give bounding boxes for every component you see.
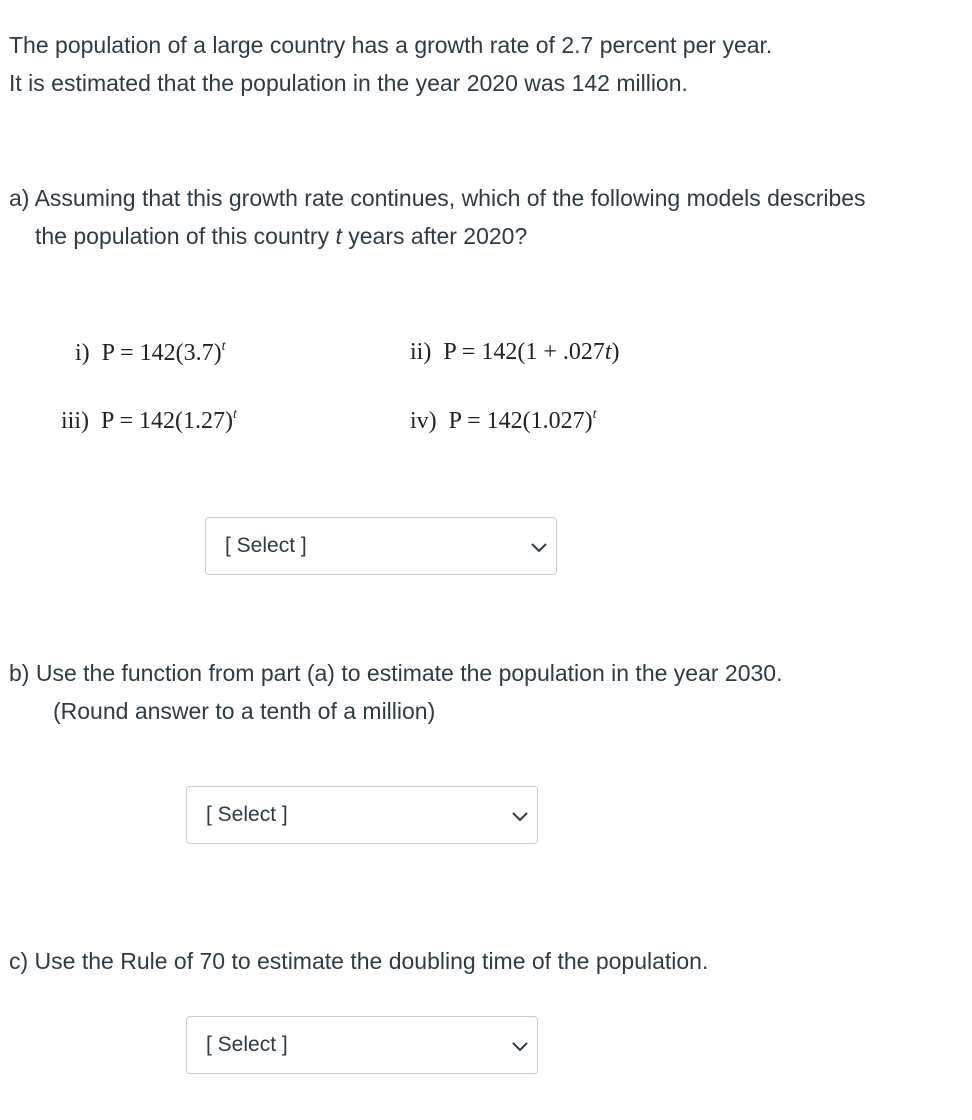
question-a-variable: t (335, 223, 342, 249)
option-i-exponent: t (221, 339, 226, 354)
option-i-expr: P = 142(3.7) (101, 340, 222, 366)
option-ii-label: ii) (410, 339, 432, 365)
answer-b-select[interactable] (186, 786, 538, 844)
intro-line-2: It is estimated that the population in the year 2020 was 142 million. (9, 70, 688, 96)
option-iii-label: iii) (61, 408, 89, 434)
option-i-label: i) (75, 340, 90, 366)
question-c-line-1: c) Use the Rule of 70 to estimate the doubling time of the population. (9, 948, 709, 974)
answer-a-select[interactable] (205, 517, 557, 575)
option-ii-expr: P = 142(1 + .027 (443, 339, 605, 365)
problem-intro (9, 26, 772, 102)
question-a-line-2-prefix: the population of this country (35, 223, 336, 249)
chevron-down-icon (530, 538, 548, 556)
option-iv-label: iv) (410, 408, 437, 434)
chevron-down-icon (511, 807, 529, 825)
intro-line-1: The population of a large country has a growth rate of 2.7 percent per year. (9, 32, 773, 58)
option-iv-expr: P = 142(1.027) (448, 408, 593, 434)
option-iv-exponent: t (592, 407, 597, 422)
question-a-line-2 (9, 217, 866, 255)
option-iii (61, 407, 237, 435)
option-iii-expr: P = 142(1.27) (101, 408, 233, 434)
question-b-line-1: b) Use the function from part (a) to estimate the population in the year 2030. (9, 660, 783, 686)
question-b-line-2: (Round answer to a tenth of a million) (53, 698, 436, 724)
answer-b-select-value: [ Select ] (206, 803, 288, 826)
option-ii-variable: t (604, 339, 612, 365)
question-a-line-1: a) Assuming that this growth rate continues, which of the following models describes (9, 185, 866, 211)
option-iv (410, 407, 597, 435)
answer-c-select-value: [ Select ] (206, 1033, 288, 1056)
answer-a-select-value: [ Select ] (225, 534, 307, 557)
option-ii-close: ) (611, 339, 620, 365)
option-iii-exponent: t (232, 407, 237, 422)
question-b (9, 654, 783, 730)
question-a (9, 179, 866, 255)
question-c (9, 942, 708, 980)
question-a-line-2-suffix: years after 2020? (341, 223, 528, 249)
chevron-down-icon (511, 1037, 529, 1055)
option-i (75, 339, 226, 367)
option-ii (410, 339, 620, 366)
answer-c-select[interactable] (186, 1016, 538, 1074)
